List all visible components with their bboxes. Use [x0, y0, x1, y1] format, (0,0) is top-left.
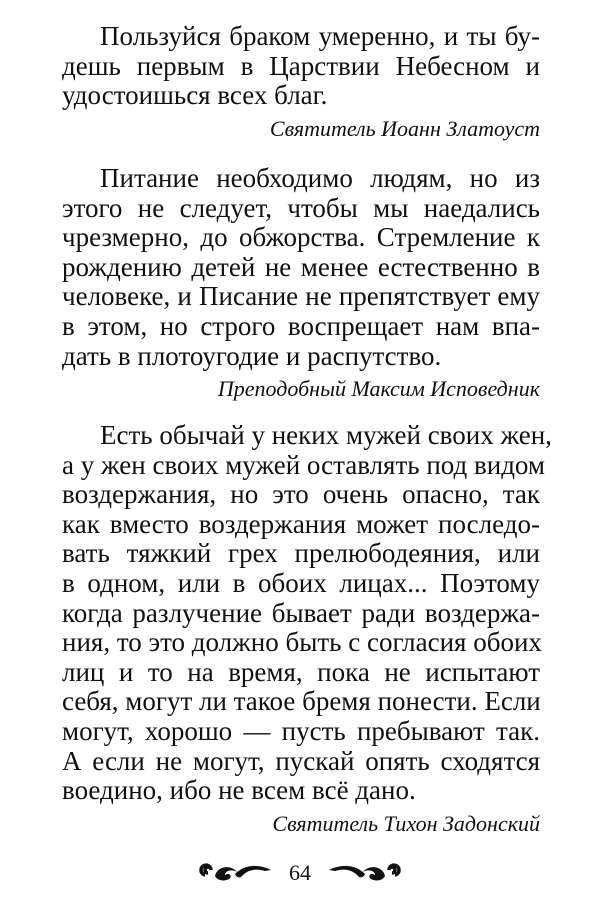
quote-author: Преподобный Максим Исповедник: [217, 376, 540, 402]
text-line: ния, то это должно быть с согласия обоих: [62, 627, 542, 658]
text-line: Пользуйся браком умеренно, и ты бу-: [100, 21, 540, 51]
text-line: чрезмерно, до обжорства. Стремление к: [62, 222, 540, 253]
page-number: 64: [289, 860, 311, 885]
text-line: когда разлучение бывает ради воздержа-: [62, 597, 540, 628]
text-line: воедино, ибо не всем всё дано.: [62, 775, 416, 806]
text-line: рождению детей не менее естественно в: [62, 251, 540, 282]
text-line: дать в плотоугодие и распутство.: [62, 340, 442, 371]
ornament-left-icon: [195, 862, 275, 884]
text-line: А если не могут, пускай опять сходятся: [62, 745, 540, 776]
text-line: воздержания, но это очень опасно, так: [62, 479, 540, 510]
ornament-right-icon: [325, 862, 405, 884]
text-line: в одном, или в обоих лицах... Поэтому: [62, 567, 540, 598]
text-line: в этом, но строго воспрещает нам впа-: [62, 310, 540, 341]
quote-author: Святитель Тихон Задонский: [272, 810, 540, 836]
text-line: себя, могут ли такое бремя понести. Если: [62, 686, 541, 717]
quote-author: Святитель Иоанн Златоуст: [269, 115, 540, 141]
text-line: лиц и то на время, пока не испытают: [62, 656, 540, 687]
quote-tikhon: [62, 420, 552, 839]
text-line: удостоишься всех благ.: [62, 80, 328, 111]
text-line: могут, хорошо — пусть пребывают так.: [62, 715, 540, 746]
text-line: дешь первым в Царствии Небесном и: [62, 50, 540, 81]
page-footer: [0, 860, 600, 886]
text-line: этого не следует, чтобы мы наедались: [62, 192, 540, 223]
text-line: человеке, и Писание не препятствует ему: [62, 281, 540, 312]
text-line: а у жен своих мужей оставлять под видом: [62, 449, 546, 480]
text-line: Питание необходимо людям, но из: [100, 163, 540, 193]
text-line: как вместо воздержания может последо-: [62, 508, 540, 539]
text-line: Есть обычай у неких мужей своих жен,: [100, 420, 552, 450]
quote-maximus: [62, 164, 540, 404]
quote-chrysostom: [62, 22, 540, 144]
text-line: вать тяжкий грех прелюбодеяния, или: [62, 538, 540, 569]
